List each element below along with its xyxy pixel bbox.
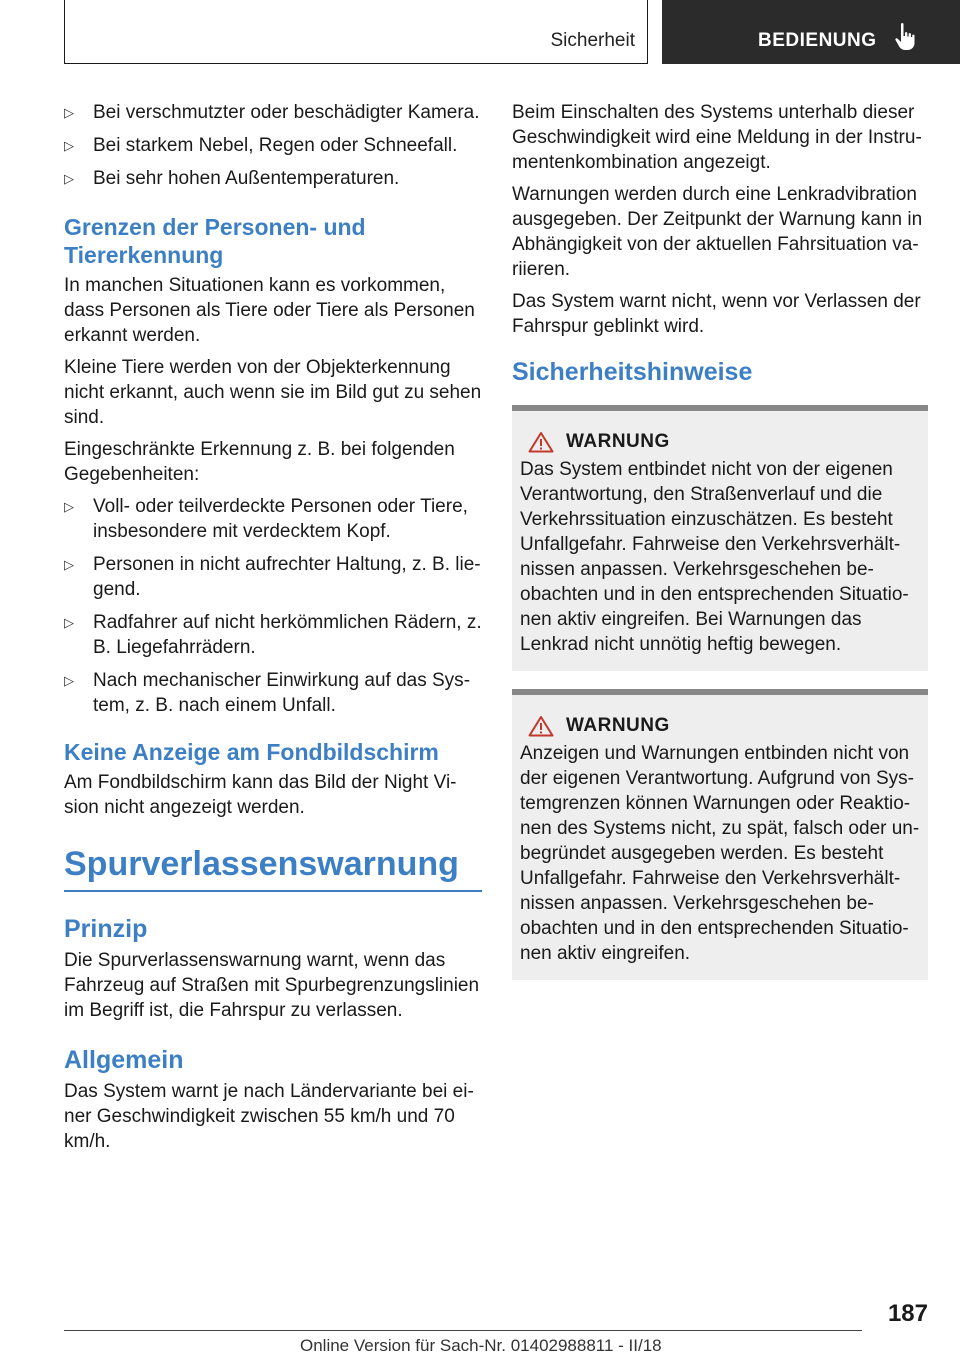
paragraph: Eingeschränkte Erkennung z. B. bei folgenden Gegebenheiten:	[64, 439, 455, 485]
header-section-title: Sicherheit	[550, 30, 635, 51]
paragraph: Warnungen werden durch eine Lenkradvibration ausgegeben. Der Zeitpunkt der Warnung kann in Abhängigkeit von der aktuellen Fahrsituation variieren.	[512, 184, 923, 280]
header-tab-bedienung[interactable]	[662, 0, 960, 64]
paragraph: In manchen Situationen kann es vorkommen, dass Personen als Tiere oder Tiere als Personen erkannt werden.	[64, 275, 475, 346]
heading-fondbildschirm: Keine Anzeige am Fondbildschirm	[64, 739, 439, 765]
list-item: ▷ Radfahrer auf nicht herkömmlichen Rädern, z. B. Liegefahrrädern.	[64, 612, 482, 658]
warning-text: Das System entbindet nicht von der eigenen Verantwortung, den Straßenverlauf und die Verkehrssituation einzuschätzen. Es besteht Unfallgefahr. Fahrweise den Verkehrsverhältnissen anpassen. Verkehrsgeschehen beobachten und in den entsprechenden Situationen aktiv eingreifen. Bei Warnungen das Lenkrad nicht unnötig heftig bewegen.	[520, 459, 909, 655]
warning-triangle-icon	[528, 715, 554, 737]
header-tab-label: BEDIENUNG	[758, 30, 877, 51]
list-item: ▷ Bei sehr hohen Außentemperaturen.	[64, 168, 400, 189]
heading-grenzen: Grenzen der Personen- und Tiererkennung	[64, 214, 366, 268]
heading-allgemein: Allgemein	[64, 1046, 184, 1074]
list-item: ▷ Personen in nicht aufrechter Haltung, z. B. liegend.	[64, 554, 481, 600]
paragraph: Kleine Tiere werden von der Objekterkennung nicht erkannt, auch wenn sie im Bild gut zu sehen sind.	[64, 357, 482, 428]
footer-online-version: Online Version für Sach-Nr. 01402988811 - II/18	[300, 1336, 662, 1355]
page-number: 187	[887, 1300, 928, 1327]
warning-triangle-icon	[528, 431, 554, 453]
heading-prinzip: Prinzip	[64, 915, 148, 943]
paragraph: Das System warnt nicht, wenn vor Verlassen der Fahrspur geblinkt wird.	[512, 291, 921, 337]
header-section-box	[64, 0, 648, 64]
heading-spurverlassenswarnung: Spurverlassenswarnung	[64, 844, 482, 892]
footer-divider	[64, 1330, 862, 1331]
warning-text: Anzeigen und Warnungen entbinden nicht von der eigenen Verantwortung. Aufgrund von Systemgrenzen können Warnungen oder Reaktionen des Systems nicht, zu spät, falsch oder unbegründet ausgegeben werden. Es besteht Unfallgefahr. Fahrweise den Verkehrsverhältnissen anpassen. Verkehrsgeschehen beobachten und in den entsprechenden Situationen aktiv eingreifen.	[520, 743, 920, 964]
paragraph: Am Fondbildschirm kann das Bild der Night Vision nicht angezeigt werden.	[64, 772, 457, 818]
left-column	[64, 100, 482, 1161]
warning-box-2	[512, 689, 928, 980]
list-item: ▷ Voll- oder teilverdeckte Personen oder Tiere, insbesondere mit verdecktem Kopf.	[64, 496, 468, 542]
list-item: ▷ Nach mechanischer Einwirkung auf das System, z. B. nach einem Unfall.	[64, 670, 471, 716]
warning-title: WARNUNG	[566, 431, 670, 452]
warning-header	[520, 715, 920, 737]
paragraph: Die Spurverlassenswarnung warnt, wenn das Fahrzeug auf Straßen mit Spurbegrenzungslinien im Begriff ist, die Fahrspur zu verlassen.	[64, 950, 480, 1021]
bullet-triangle-icon: ▷	[64, 673, 74, 688]
warning-box-1	[512, 405, 928, 671]
bullet-triangle-icon: ▷	[64, 138, 74, 153]
bullet-triangle-icon: ▷	[64, 171, 74, 186]
warning-title: WARNUNG	[566, 715, 670, 736]
hand-pointer-icon	[894, 22, 918, 52]
bullet-triangle-icon: ▷	[64, 557, 74, 572]
list-item: ▷ Bei starkem Nebel, Regen oder Schneefall.	[64, 135, 458, 156]
bullet-triangle-icon: ▷	[64, 499, 74, 514]
heading-sicherheitshinweise: Sicherheitshinweise	[512, 358, 753, 386]
paragraph: Das System warnt je nach Ländervariante bei einer Geschwindigkeit zwischen 55 km/h und 70 km/h.	[64, 1081, 474, 1152]
warning-header	[520, 431, 920, 453]
right-column	[512, 100, 928, 980]
bullet-triangle-icon: ▷	[64, 615, 74, 630]
paragraph: Beim Einschalten des Systems unterhalb dieser Geschwindigkeit wird eine Meldung in der Instrumentenkombination angezeigt.	[512, 102, 922, 173]
list-item: ▷ Bei verschmutzter oder beschädigter Kamera.	[64, 102, 480, 123]
bullet-triangle-icon: ▷	[64, 105, 74, 120]
